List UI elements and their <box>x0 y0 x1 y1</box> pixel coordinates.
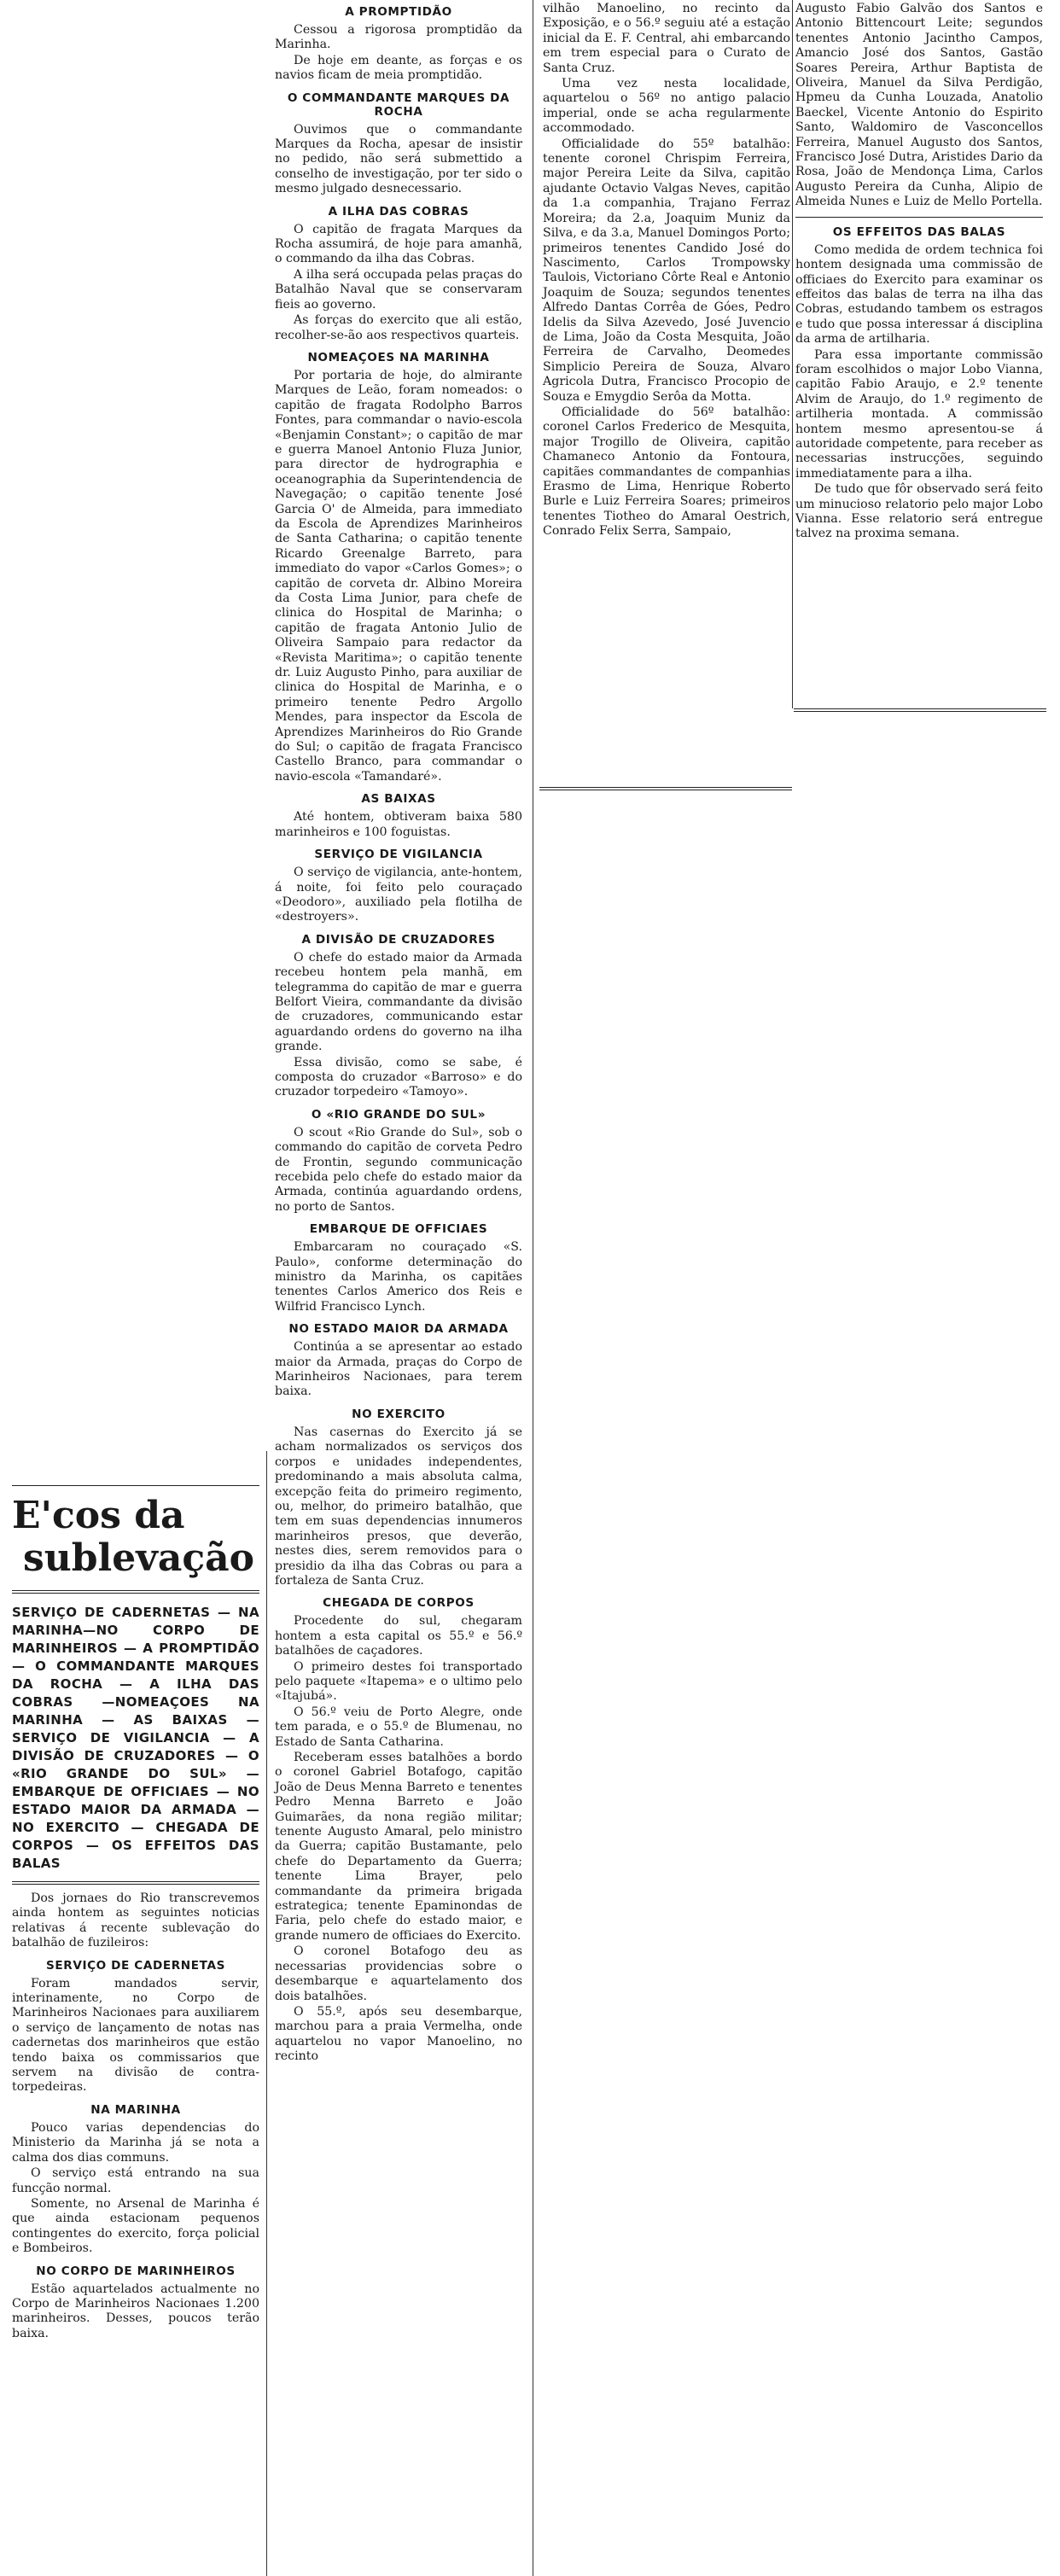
title-line-1: E'cos da <box>12 1494 185 1537</box>
top-rule <box>12 1485 259 1486</box>
paragraph: De hoje em deante, as forças e os navios ficam de meia promptidão. <box>275 53 522 83</box>
section-heading: OS EFFEITOS DAS BALAS <box>832 224 1006 239</box>
paragraph: Cessou a rigorosa promptidão da Marinha. <box>275 23 522 52</box>
paragraph: As forças do exercito que ali estão, recolher-se-ão aos respectivos quarteis. <box>275 313 522 342</box>
column-2 <box>275 2 522 2065</box>
section-heading: NO ESTADO MAIOR DA ARMADA <box>288 1322 509 1337</box>
paragraph: O 56.º veiu de Porto Alegre, onde tem parada, e o 55.º de Blumenau, no Estado de Santa Catharina. <box>275 1705 522 1749</box>
section-heading: A PROMPTIDÃO <box>345 5 452 19</box>
paragraph: O serviço está entrando na sua funcção normal. <box>12 2166 259 2195</box>
paragraph: vilhão Manoelino, no recinto da Exposição, e o 56.º seguiu até a estação inicial da E. F. Central, ahi embarcando em trem especial para o Curato de Santa Cruz. <box>543 2 790 75</box>
section-heading: A ILHA DAS COBRAS <box>328 204 469 219</box>
paragraph: Essa divisão, como se sabe, é composta do cruzador «Barroso» e do cruzador torpedeiro «Tamoyo». <box>275 1055 522 1099</box>
paragraph: O chefe do estado maior da Armada recebeu hontem pela manhã, em telegramma do capitão de mar e guerra Belfort Vieira, commandante da divisão de cruzadores, communicando estar aguardando ordens do governo na ilha grande. <box>275 950 522 1054</box>
paragraph: Nas casernas do Exercito já se acham normalizados os serviços dos corpos e unidades independentes, predominando a mais absoluta calma, excepção feita do primeiro regimento, ou, melhor, do primeiro batalhão, que tem em suas dependencias innumeros marinheiros presos, que deverão, nestes dies, serem removidos para o presidio da ilha das Cobras ou para a fortaleza de Santa Cruz. <box>275 1425 522 1588</box>
column-3 <box>543 2 790 539</box>
column-end-rule <box>794 708 1046 712</box>
section-heading: O «RIO GRANDE DO SUL» <box>311 1107 486 1122</box>
section-heading: SERVIÇO DE CADERNETAS <box>45 1958 225 1973</box>
column-4 <box>795 2 1043 542</box>
article-subhead: SERVIÇO DE CADERNETAS — NA MARINHA—NO CORPO DE MARINHEIROS — A PROMPTIDÃO — O COMMANDANTE MARQUES DA ROCHA — A ILHA DAS COBRAS —NOMEAÇOES NA MARINHA — AS BAIXAS — SERVIÇO DE VIGILANCIA — A DIVISÃO DE CRUZADORES — O «RIO GRANDE DO SUL» — EMBARQUE DE OFFICIAES — NO ESTADO MAIOR DA ARMADA — NO EXERCITO — CHEGADA DE CORPOS — OS EFFEITOS DAS BALAS <box>12 1605 259 1871</box>
section-heading: CHEGADA DE CORPOS <box>323 1596 475 1611</box>
paragraph: Estão aquartelados actualmente no Corpo de Marinheiros Nacionaes 1.200 marinheiros. Desses, poucos terão baixa. <box>12 2282 259 2340</box>
paragraph: Para essa importante commissão foram escolhidos o major Lobo Vianna, capitão Fabio Araujo, e 2.º tenente Alvim de Araujo, do 1.º regimento de artilheria montada. A commissão hontem mesmo apresentou-se á autoridade competente, para receber as necessarias instrucções, seguindo immediatamente para a ilha. <box>795 347 1043 481</box>
paragraph: Somente, no Arsenal de Marinha é que ainda estacionam pequenos contingentes do exercito, força policial e Bombeiros. <box>12 2196 259 2256</box>
section-heading: A DIVISÃO DE CRUZADORES <box>301 932 496 947</box>
section-heading: NO EXERCITO <box>352 1407 446 1421</box>
title-line-2: sublevação <box>23 1536 254 1580</box>
paragraph: Por portaria de hoje, do almirante Marques de Leão, foram nomeados: o capitão de fragata Rodolpho Barros Fontes, para commandar o navio-escola «Benjamin Constant»; o capitão de mar e guerra Manoel Antonio Fluza Junior, para director de hydrographia e oceanographia da Superintendencia de Navegação; o capitão tenente José Garcia O' de Almeida, para immediato da Escola de Aprendizes Marinheiros de Santa Catharina; o capitão tenente Ricardo Greenalge Barreto, para immediato do vapor «Carlos Gomes»; o capitão de corveta dr. Albino Moreira da Costa Lima Junior, para chefe de clinica do Hospital de Marinha; o capitão de fragata Antonio Julio de Oliveira Sampaio para redactor da «Revista Maritima»; o capitão tenente dr. Luiz Augusto Pinho, para auxiliar de clinica do Hospital de Marinha, e o primeiro tenente Pedro Argollo Mendes, para inspector da Escola de Aprendizes Marinheiros do Rio Grande do Sul; o capitão de fragata Francisco Castello Branco, para commandar o navio-escola «Tamandaré». <box>275 368 522 784</box>
paragraph: Continúa a se apresentar ao estado maior da Armada, praças do Corpo de Marinheiros Nacionaes, para terem baixa. <box>275 1340 522 1399</box>
paragraph: O capitão de fragata Marques da Rocha assumirá, de hoje para amanhã, o commando da ilha das Cobras. <box>275 222 522 266</box>
title-rule <box>12 1590 259 1594</box>
paragraph: Officialidade do 56º batalhão: coronel Carlos Frederico de Mesquita, major Trogillo de Oliveira, capitão Chamaneco Antonio da Fontoura, capitães commandantes de companhias Erasmo de Lima, Henrique Roberto Burle e Luiz Ferreira Soares; primeiros tenentes Tiotheo do Amaral Oestrich, Conrado Felix Serra, Sampaio, <box>543 405 790 539</box>
paragraph: Embarcaram no couraçado «S. Paulo», conforme determinação do ministro da Marinha, os capitães tenentes Carlos Americo dos Reis e Wilfrid Francisco Lynch. <box>275 1240 522 1314</box>
paragraph: Officialidade do 55º batalhão: tenente coronel Chrispim Ferreira, major Pereira Leite da Silva, capitão ajudante Octavio Valgas Neves, capitão da 1.a companhia, Trajano Ferraz Moreira; da 2.a, Joaquim Muniz da Silva, e da 3.a, Manuel Domingos Porto; primeiros tenentes Candido José do Nascimento, Carlos Trompowsky Taulois, Victoriano Côrte Real e Antonio Joaquim de Souza; segundos tenentes Alfredo Dantas Corrêa de Góes, Pedro Idelis da Silva Azevedo, José Juvencio de Lima, João da Costa Mesquita, João Ferreira de Carvalho, Deomedes Simplicio Pereira de Souza, Alvaro Agricola Dutra, Francisco Procopio de Souza e Emygdio Serôa da Motta. <box>543 137 790 404</box>
section-heading: O COMMANDANTE MARQUES DA ROCHA <box>287 90 510 119</box>
paragraph: O coronel Botafogo deu as necessarias providencias sobre o desembarque e aquartelamento dos dois batalhões. <box>275 1944 522 2003</box>
paragraph: O 55.º, após seu desembarque, marchou para a praia Vermelha, onde aquartelou no vapor Manoelino, no recinto <box>275 2004 522 2064</box>
section-heading: NA MARINHA <box>90 2102 181 2117</box>
paragraph: A ilha será occupada pelas praças do Batalhão Naval que se conservaram fieis ao governo. <box>275 267 522 312</box>
section-heading: AS BAIXAS <box>361 792 436 807</box>
section-heading: NOMEAÇOES NA MARINHA <box>307 350 490 364</box>
subhead-rule <box>12 1881 259 1885</box>
column-rule <box>266 1451 267 2576</box>
article-title <box>12 1495 259 1580</box>
paragraph: Uma vez nesta localidade, aquartelou o 56º no antigo palacio imperial, onde se acha regularmente accommodado. <box>543 77 790 136</box>
paragraph: Foram mandados servir, interinamente, no Corpo de Marinheiros Nacionaes para auxiliarem o serviço de lançamento de notas nas cadernetas dos marinheiros que estão tendo baixa os commissarios que servem na divisão de contra-torpedeiras. <box>12 1976 259 2095</box>
paragraph: Pouco varias dependencias do Ministerio da Marinha já se nota a calma dos dias communs. <box>12 2120 259 2165</box>
column-rule <box>792 0 793 708</box>
paragraph: Como medida de ordem technica foi hontem designada uma commissão de officiaes do Exercito para examinar os effeitos das balas de terra na ilha das Cobras, estudando tambem os estragos e tudo que possa interessar á disciplina da arma de artilharia. <box>795 242 1043 347</box>
paragraph: Até hontem, obtiveram baixa 580 marinheiros e 100 foguistas. <box>275 810 522 839</box>
paragraph: O primeiro destes foi transportado pelo paquete «Itapema» e o ultimo pelo «Itajubá». <box>275 1659 522 1704</box>
section-heading: EMBARQUE DE OFFICIAES <box>309 1222 488 1237</box>
intro-paragraph: Dos jornaes do Rio transcrevemos ainda hontem as seguintes noticias relativas á recente sublevação do batalhão de fuzileiros: <box>12 1891 259 1950</box>
paragraph: Receberam esses batalhões a bordo o coronel Gabriel Botafogo, capitão João de Deus Menna Barreto e tenentes Pedro Menna Barreto e João Guimarães, da nona região militar; tenente Augusto Amaral, pelo ministro da Guerra; capitão Bustamante, pelo chefe do Departamento da Guerra; tenente Lima Brayer, pelo commandante da primeira brigada estrategica; tenente Epaminondas de Faria, pelo chefe do estado maior, e grande numero de officiaes do Exercito. <box>275 1751 522 1943</box>
paragraph: Ouvimos que o commandante Marques da Rocha, apesar de insistir no pedido, não será submettido a conselho de investigação, por ter sido o mesmo julgado desnecessario. <box>275 122 522 196</box>
column-end-rule <box>539 787 792 790</box>
paragraph: O scout «Rio Grande do Sul», sob o commando do capitão de corveta Pedro de Frontin, segundo communicação recebida pelo chefe do estado maior da Armada, continúa aguardando ordens, no porto de Santos. <box>275 1125 522 1214</box>
column-1 <box>12 1485 259 2341</box>
section-heading: NO CORPO DE MARINHEIROS <box>36 2264 236 2278</box>
paragraph: Augusto Fabio Galvão dos Santos e Antonio Bittencourt Leite; segundos tenentes Antonio Jacintho Campos, Amancio José dos Santos, Gastão Soares Pereira, Arthur Baptista de Oliveira, Manuel da Silva Perdigão, Hpmeu da Cunha Louzada, Anatolio Baeckel, Vicente Antonio do Espirito Santo, Waldomiro de Vasconcellos Ferreira, Manuel Augusto dos Santos, Francisco José Dutra, Aristides Dario da Rosa, João de Mendonça Lima, Carlos Augusto Pereira da Cunha, Alipio de Almeida Nunes e Luiz de Mello Portella. <box>795 2 1043 209</box>
section-heading: SERVIÇO DE VIGILANCIA <box>314 848 483 862</box>
paragraph: O serviço de vigilancia, ante-hontem, á noite, foi feito pelo couraçado «Deodoro», auxiliado pela flotilha de «destroyers». <box>275 865 522 924</box>
paragraph: De tudo que fôr observado será feito um minucioso relatorio pelo major Lobo Vianna. Esse relatorio será entregue talvez na proxima semana. <box>795 482 1043 541</box>
section-rule <box>795 217 1043 218</box>
paragraph: Procedente do sul, chegaram hontem a esta capital os 55.º e 56.º batalhões de caçadores. <box>275 1614 522 1658</box>
